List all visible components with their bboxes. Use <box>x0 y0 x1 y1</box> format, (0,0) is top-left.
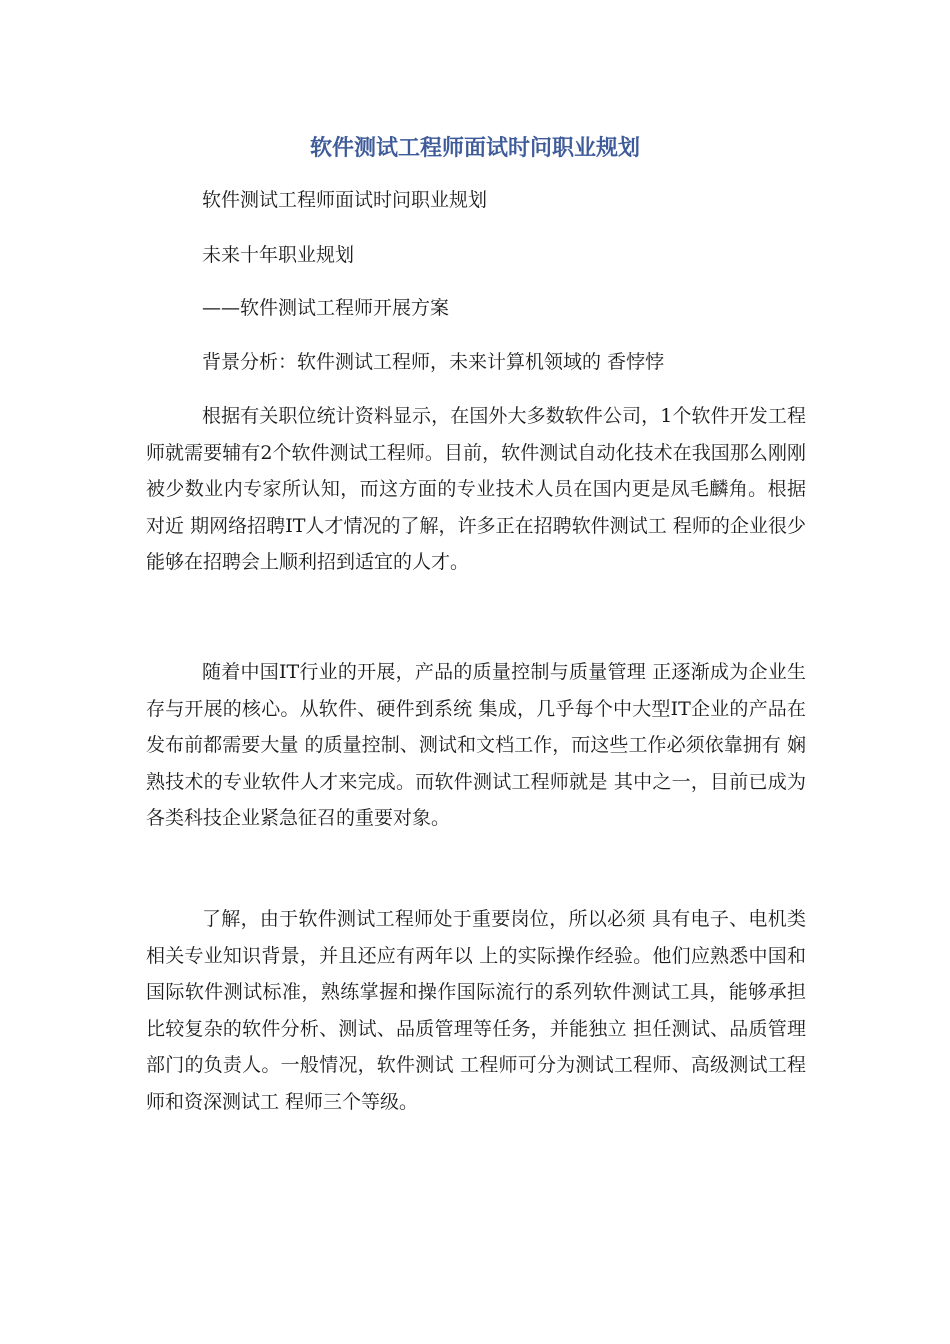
section-heading: 未来十年职业规划 <box>202 244 355 266</box>
body-paragraph: 了解，由于软件测试工程师处于重要岗位，所以必须 具有电子、电机类相关专业知识背景，并且还应有两年以 上的实际操作经验。他们应熟悉中国和国际软件测试标准，熟练掌握和操作国际流行的系列软件测试工具，能够承担 比较复杂的软件分析、测试、品质管理等任务，并能独立 担任测试、品质管理部门的负责人。一般情况，软件测试 工程师可分为测试工程师、高级测试工程师和资深测试工 程师三个等级。 <box>146 908 806 1113</box>
subtitle-line: 软件测试工程师面试时问职业规划 <box>202 189 488 211</box>
document-title: 软件测试工程师面试时问职业规划 <box>309 136 640 161</box>
body-paragraph: 随着中国IT行业的开展，产品的质量控制与质量管理 正逐渐成为企业生存与开展的核心。从软件、硬件到系统 集成，几乎每个中大型IT企业的产品在发布前都需要大量 的质量控制、测试和文档工作，而这些工作必须依靠拥有 娴熟技术的专业软件人才来完成。而软件测试工程师就是 其中之一，目前已成为各类科技企业紧急征召的重要对象。 <box>146 661 806 829</box>
plan-subheading: ——软件测试工程师开展方案 <box>202 297 450 319</box>
background-analysis-line: 背景分析：软件测试工程师，未来计算机领域的 香悖悖 <box>202 351 665 373</box>
body-paragraph: 根据有关职位统计资料显示，在国外大多数软件公司，1个软件开发工程师就需要辅有2个软件测试工程师。目前，软件测试自动化技术在我国那么刚刚被少数业内专家所认知，而这方面的专业技术人员在国内更是凤毛麟角。根据对近 期网络招聘IT人才情况的了解，许多正在招聘软件测试工 程师的企业很少能够在招聘会上顺利招到适宜的人才。 <box>146 405 806 573</box>
